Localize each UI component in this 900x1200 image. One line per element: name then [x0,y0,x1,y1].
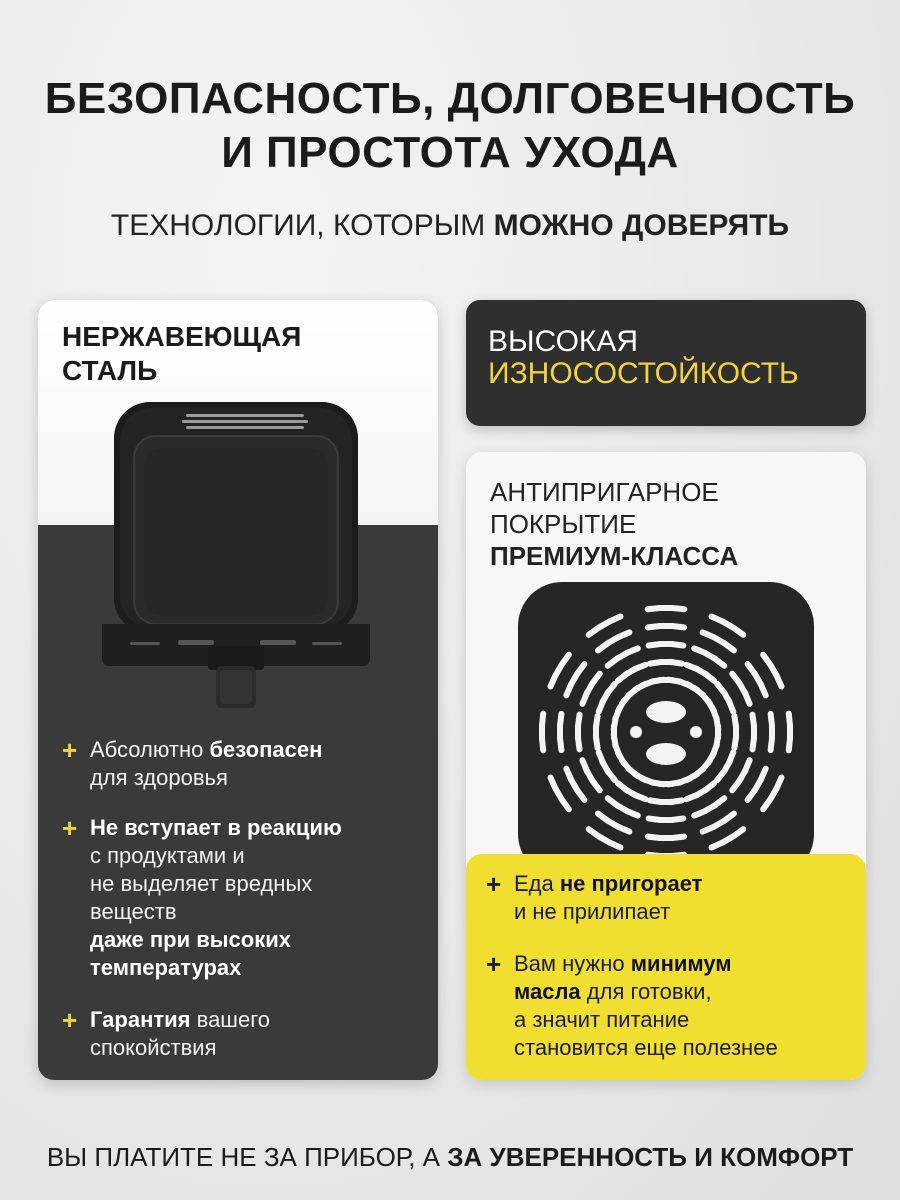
text-run-bold: температурах [90,955,242,980]
text-run-bold: минимум [630,951,732,976]
subtitle-bold: МОЖНО ДОВЕРЯТЬ [493,209,790,242]
heading-line-1: АНТИПРИГАРНОЕ [490,477,719,507]
benefit-text [90,814,422,982]
air-fryer-basket-image [100,396,390,716]
text-run-bold: Не вступает в реакцию [90,815,342,840]
heading-line-3 [490,540,738,572]
plus-icon: + [62,735,78,765]
text-run: для готовки, [580,979,712,1004]
text-run: спокойствия [90,1035,217,1060]
wear-resistance-line-1: ВЫСОКАЯ [488,325,639,358]
benefit-text [90,1006,422,1062]
text-run: становится еще полезнее [514,1035,778,1060]
heading-line-2: ПОКРЫТИЕ [490,509,637,539]
text-run: Еда [514,871,560,896]
text-run: Вам нужно [514,951,631,976]
footer-normal: ВЫ ПЛАТИТЕ НЕ ЗА ПРИБОР, А [46,1142,448,1172]
title-line-2: И ПРОСТОТА УХОДА [221,128,679,177]
benefit-item [62,814,422,982]
text-run: не выделяет вредных [90,871,313,896]
text-run-bold: Гарантия [90,1007,191,1032]
subtitle [0,206,900,246]
text-run-bold: масла [514,979,581,1004]
nonstick-benefits-panel [466,854,866,1080]
text-run-bold: безопасен [209,737,323,762]
subtitle-normal: ТЕХНОЛОГИИ, КОТОРЫМ [110,209,494,242]
stainless-steel-heading [62,320,301,388]
heading-line-1: НЕРЖАВЕЮЩАЯ [62,321,302,352]
heading-bold: ПРЕМИУМ-КЛАССА [490,541,739,571]
benefit-item [486,950,856,1062]
heading-line-2: СТАЛЬ [62,355,158,386]
wear-resistance-card [466,300,866,426]
plus-icon: + [486,869,502,899]
plus-icon: + [62,1005,78,1035]
text-run: веществ [90,899,177,924]
nonstick-heading [490,476,738,572]
wear-resistance-line-2: ИЗНОСОСТОЙКОСТЬ [488,357,799,390]
text-run: Абсолютно [90,737,210,762]
plus-icon: + [62,813,78,843]
text-run: а значит питание [514,1007,690,1032]
benefit-text [514,870,856,926]
text-run: с продуктами и [90,843,245,868]
benefit-item [62,1006,422,1062]
benefit-item [486,870,856,926]
benefit-item [62,736,422,792]
plus-icon: + [486,949,502,979]
footer-slogan [0,1140,900,1174]
page-title [0,72,900,180]
text-run-bold: даже при высоких [90,927,291,952]
nonstick-coating-card [466,452,866,1080]
text-run: вашего [190,1007,270,1032]
footer-bold: ЗА УВЕРЕННОСТЬ И КОМФОРТ [447,1142,854,1172]
text-run-bold: не пригорает [559,871,703,896]
text-run: для здоровья [90,765,228,790]
benefit-text [514,950,856,1062]
text-run: и не прилипает [514,899,671,924]
title-line-1: БЕЗОПАСНОСТЬ, ДОЛГОВЕЧНОСТЬ [44,74,856,123]
nonstick-grate-image [518,582,814,878]
stainless-steel-card [38,300,438,1080]
benefit-text [90,736,422,792]
